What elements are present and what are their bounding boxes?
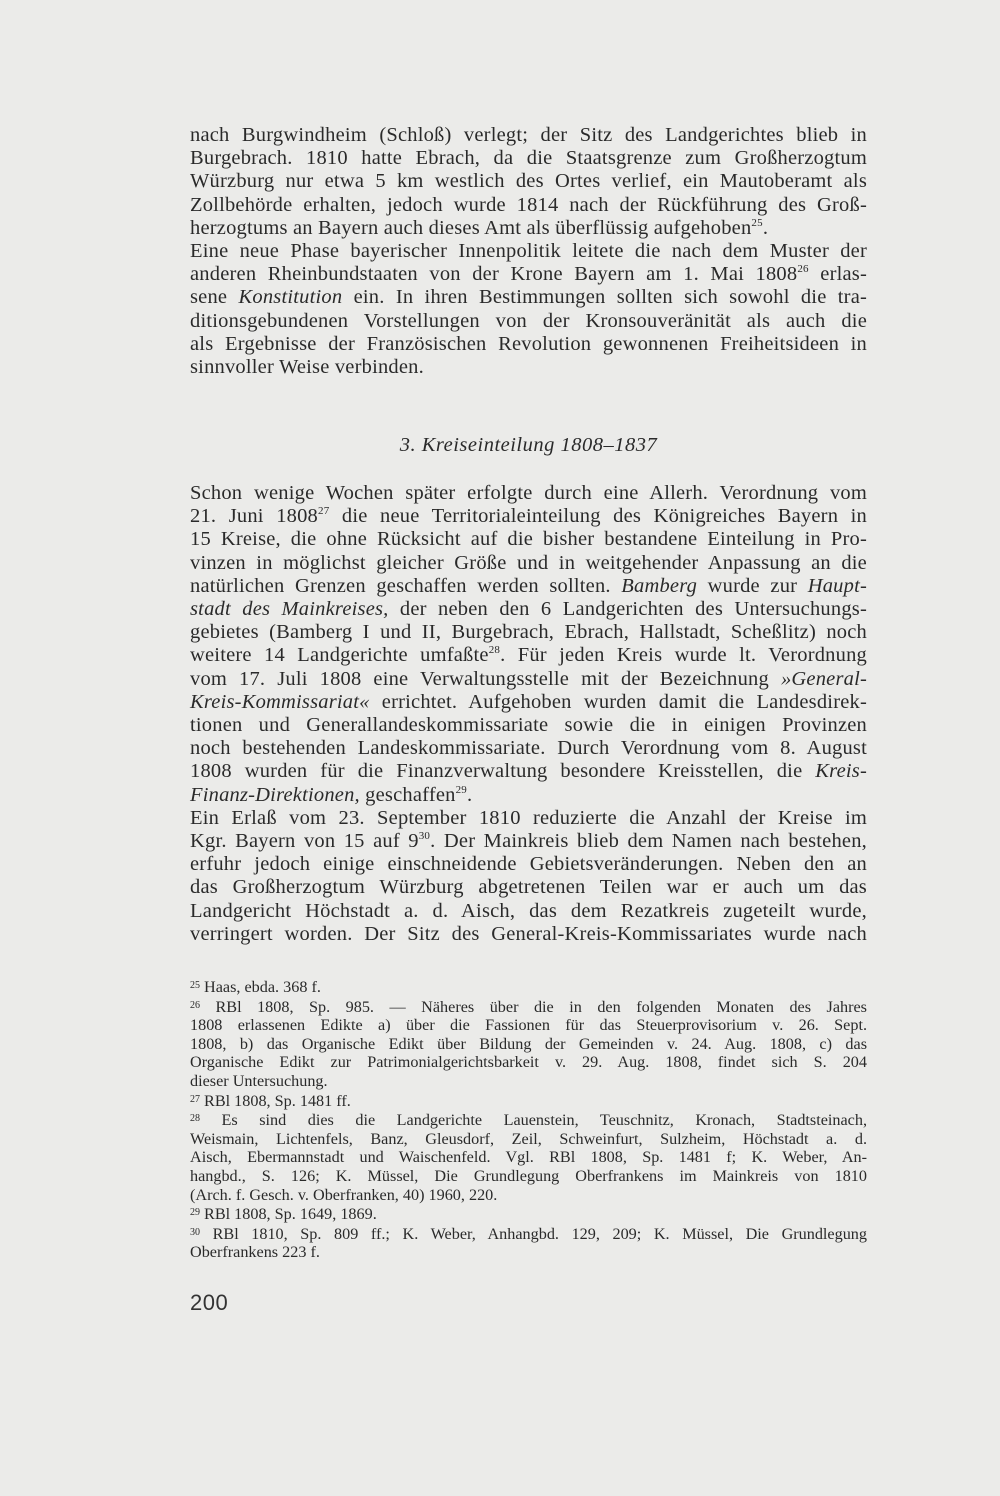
footnote-text: Haas, ebda. 368 f. [204,978,321,996]
footnote-ref-28: 28 [488,644,501,657]
text-span: sene [190,286,228,309]
period: . [467,783,473,806]
period: . [762,216,769,239]
text-span: vom 17. Juli 1808 eine Verwaltungsstelle mit der Bezeichnung [190,667,781,690]
footnote-number: 27 [190,1093,200,1105]
footnote-line: Weismain, Lichtenfels, Banz, Gleusdorf, Zeil, Schweinfurt, Sulzheim, Höchstadt a. d. [190,1129,867,1148]
footnote-text: RBl 1808, Sp. 1649, 1869. [204,1205,377,1224]
text-span: die neue Territorialeinteilung des Königreiches Bayern in [329,505,867,528]
text-line: tionen und Generallandeskommissariate sowie die in einigen Provinzen [190,714,867,737]
text-line [190,668,867,691]
text-span: weitere 14 Landgerichte umfaßte [190,644,489,667]
text-line: 15 Kreise, die ohne Rücksicht auf die bisher bestandene Einteilung in Pro- [190,528,867,551]
text-span: ein. In ihren Bestimmungen sollten sich sowohl die tra- [353,286,868,309]
footnote-text: RBl 1808, Sp. 1481 ff. [204,1091,351,1110]
text-line: Schon wenige Wochen später erfolgte durch eine Allerh. Verordnung vom [190,482,867,504]
text-line: vinzen in möglichst gleicher Größe und in weitgehender Anpassung an die [190,551,867,574]
text-line: das Großherzogtum Würzburg abgetretenen Teilen war er auch um das [190,876,867,899]
footnote-line: dieser Untersuchung. [190,1071,328,1090]
footnote-line: Aisch, Ebermannstadt und Waischenfeld. Vgl. RBl 1808, Sp. 1481 f; K. Weber, An- [190,1148,867,1167]
text-line: Burgebrach. 1810 hatte Ebrach, da die Staatsgrenze zum Großherzogtum [190,147,867,170]
text-span: wurde zur [697,574,808,597]
text-line: noch bestehenden Landeskommissariate. Durch Verordnung vom 8. August [190,737,867,760]
footnote-ref-29: 29 [455,783,467,796]
footnotes [190,977,867,1262]
text-line [190,286,867,309]
footnote-line: hangbd., S. 126; K. Müssel, Die Grundlegung Oberfrankens im Mainkreis von 1810 [190,1166,867,1185]
text-span: Kgr. Bayern von 15 auf 9 [190,830,419,853]
footnote-ref-25: 25 [751,216,763,229]
text-span: herzogtums an Bayern auch dieses Amt als überflüssig aufgehoben [190,216,752,239]
footnote-line: (Arch. f. Gesch. v. Oberfranken, 40) 1960, 220. [190,1185,498,1204]
text-span: erlas- [820,263,867,286]
italic-term: Kreis- [815,760,867,783]
footnote-27 [190,1091,867,1111]
text-line [190,760,867,783]
text-span: errichtet. Aufgehoben wurden damit die Landesdirek- [369,690,867,713]
footnote-line: Oberfrankens 223 f. [190,1243,320,1262]
text-line [190,505,867,528]
section-heading: 3. Kreiseinteilung 1808–1837 [399,434,658,456]
footnote-30 [190,1224,867,1244]
text-line [190,598,867,621]
text-line: verringert worden. Der Sitz des General-Kreis-Kommissariates wurde nach [190,922,867,945]
text-line: Ein Erlaß vom 23. September 1810 reduzierte die Anzahl der Kreise im [190,806,867,829]
footnote-line: 1808 erlassenen Edikte a) über die Fassionen für das Steuerprovisorium v. 26. Sept. [190,1016,867,1035]
italic-term: Finanz-Direktionen, [190,783,360,806]
text-span: anderen Rheinbundstaaten von der Krone Bayern am 1. Mai 1808 [190,263,798,286]
text-span: 1808 wurden für die Finanzverwaltung besondere Kreisstellen, die [190,760,816,783]
text-span: 21. Juni 1808 [190,505,318,528]
text-line [190,644,867,667]
text-line: nach Burgwindheim (Schloß) verlegt; der Sitz des Landgerichtes blieb in [190,124,867,146]
paragraph-block-top [190,124,867,379]
text-line [190,217,867,240]
text-line [190,263,867,286]
italic-term: »General- [780,667,867,690]
text-line: ditionsgebundenen Vorstellungen von der Kronsouveränität als auch die [190,309,867,332]
italic-term: stadt des Mainkreises, [190,598,389,621]
text-line: Würzburg nur etwa 5 km westlich des Ortes verlief, ein Mautoberamt als [190,170,867,193]
footnote-ref-27: 27 [318,505,330,518]
text-line [190,784,867,807]
text-line: gebietes (Bamberg I und II, Burgebrach, Ebrach, Hallstadt, Scheßlitz) noch [190,621,867,644]
footnote-26 [190,997,867,1017]
text-line [190,575,867,598]
footnote-line: Organische Edikt zur Patrimonialgerichtsbarkeit v. 29. Aug. 1808, findet sich S. 204 [190,1053,867,1072]
footnote-number: 28 [190,1113,200,1125]
footnote-28 [190,1110,867,1130]
footnote-ref-26: 26 [797,263,809,276]
footnote-number: 30 [190,1226,200,1238]
text-line: als Ergebnisse der Französischen Revolution gewonnenen Freiheitsideen in [190,332,867,355]
footnote-29 [190,1204,867,1224]
footnote-number: 29 [190,1207,200,1219]
text-line: Landgericht Höchstadt a. d. Aisch, das dem Rezatkreis zugeteilt wurde, [190,899,867,922]
text-line: Eine neue Phase bayerischer Innenpolitik leitete die nach dem Muster der [190,240,867,263]
footnote-text: RBl 1808, Sp. 985. — Näheres über die in den folgenden Monaten des Jahres [215,997,867,1016]
italic-term: Haupt- [807,574,867,597]
footnote-line: 1808, b) das Organische Edikt über Bildung der Gemeinden v. 24. Aug. 1808, c) das [190,1034,867,1053]
italic-term: Konstitution [238,286,343,309]
text-span: geschaffen [359,783,456,806]
text-span: der neben den 6 Landgerichten des Untersuchungs- [388,598,867,621]
page-number: 200 [190,1290,229,1315]
paragraph-block-main [190,482,867,946]
text-line [190,830,867,853]
text-span: . Für jeden Kreis wurde lt. Verordnung [500,644,867,667]
text-span: . Der Mainkreis blieb dem Namen nach bestehen, [430,830,867,853]
italic-term: Kreis-Kommissariat« [190,690,370,713]
text-line: erfuhr jedoch einige einschneidende Gebietsveränderungen. Neben den an [190,853,867,876]
footnote-text: RBl 1810, Sp. 809 ff.; K. Weber, Anhangbd. 129, 209; K. Müssel, Die Grundlegung [212,1224,867,1243]
footnote-number: 25 [190,980,200,991]
footnote-number: 26 [190,999,200,1011]
text-span: natürlichen Grenzen geschaffen werden sollten. [190,574,622,597]
text-line [190,691,867,714]
footnote-ref-30: 30 [418,830,431,843]
footnote-text: Es sind dies die Landgerichte Lauenstein, Teuschnitz, Kronach, Stadtsteinach, [221,1111,867,1130]
italic-term: Bamberg [621,574,698,597]
footnote-25 [190,977,867,997]
text-line: Zollbehörde erhalten, jedoch wurde 1814 nach der Rückführung des Groß- [190,193,867,216]
text-line: sinnvoller Weise verbinden. [190,356,424,379]
